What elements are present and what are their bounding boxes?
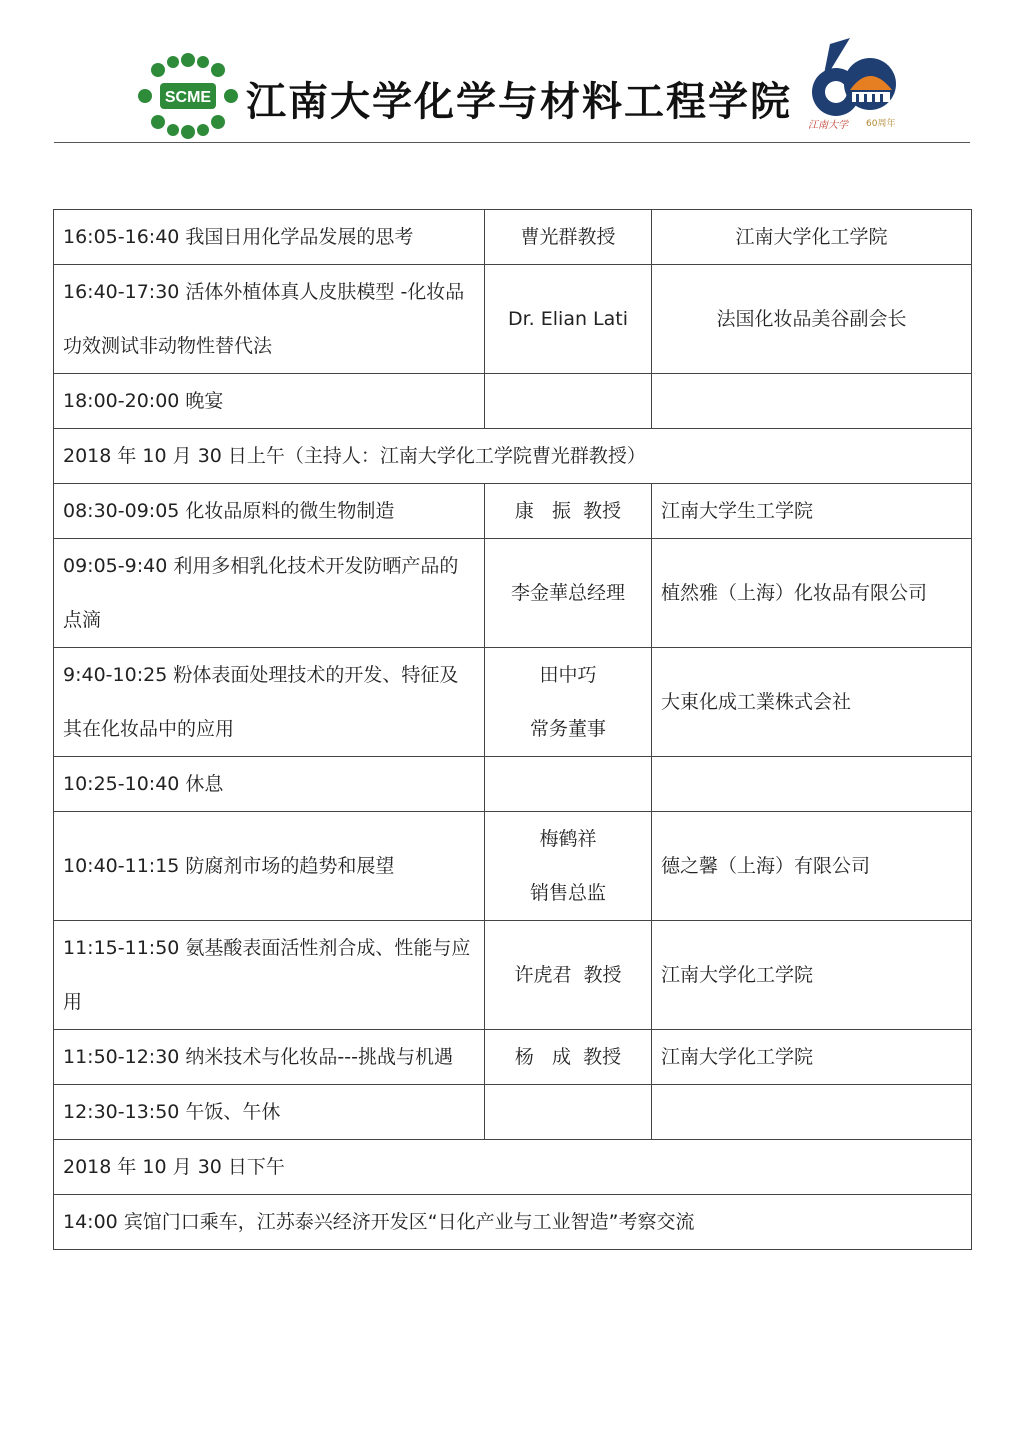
speaker-cell bbox=[485, 757, 652, 812]
speaker-cell: 杨 成 教授 bbox=[485, 1030, 652, 1085]
speaker-cell: 许虎君 教授 bbox=[485, 921, 652, 1030]
anniversary-university-text: 江南大学 bbox=[808, 120, 848, 131]
speaker-title: 常务董事 bbox=[529, 718, 606, 740]
speaker-cell: 李金華总经理 bbox=[485, 539, 652, 648]
scme-logo bbox=[136, 52, 240, 140]
time-topic-cell: 18:00-20:00 晚宴 bbox=[54, 374, 485, 429]
table-row bbox=[54, 265, 972, 374]
time-topic-cell: 16:40-17:30 活体外植体真人皮肤模型 -化妆品功效测试非动物性替代法 bbox=[54, 265, 485, 374]
section-heading: 2018 年 10 月 30 日上午（主持人：江南大学化工学院曹光群教授） bbox=[54, 429, 972, 484]
table-row bbox=[54, 648, 972, 757]
speaker-cell: 康 振 教授 bbox=[485, 484, 652, 539]
time-topic-cell: 10:25-10:40 休息 bbox=[54, 757, 485, 812]
organization-cell: 大東化成工業株式会社 bbox=[652, 648, 972, 757]
time-topic-cell: 11:15-11:50 氨基酸表面活性剂合成、性能与应用 bbox=[54, 921, 485, 1030]
document-header bbox=[0, 0, 1024, 150]
anniversary-label: 60周年 bbox=[866, 119, 896, 129]
header-divider bbox=[54, 142, 970, 143]
table-row bbox=[54, 210, 972, 265]
organization-cell: 法国化妆品美谷副会长 bbox=[652, 265, 972, 374]
time-topic-cell: 12:30-13:50 午饭、午休 bbox=[54, 1085, 485, 1140]
speaker-title: 销售总监 bbox=[529, 882, 606, 904]
time-topic-cell: 09:05-9:40 利用多相乳化技术开发防晒产品的点滴 bbox=[54, 539, 485, 648]
organization-cell: 江南大学化工学院 bbox=[652, 210, 972, 265]
section-row bbox=[54, 1140, 972, 1195]
table-row bbox=[54, 1085, 972, 1140]
organization-cell bbox=[652, 374, 972, 429]
time-topic-cell: 11:50-12:30 纳米技术与化妆品---挑战与机遇 bbox=[54, 1030, 485, 1085]
speaker-cell bbox=[485, 812, 652, 921]
speaker-cell: Dr. Elian Lati bbox=[485, 265, 652, 374]
table-row bbox=[54, 484, 972, 539]
table-row bbox=[54, 921, 972, 1030]
organization-cell: 德之馨（上海）有限公司 bbox=[652, 812, 972, 921]
organization-cell: 江南大学化工学院 bbox=[652, 921, 972, 1030]
time-topic-cell: 16:05-16:40 我国日用化学品发展的思考 bbox=[54, 210, 485, 265]
organization-cell: 植然雅（上海）化妆品有限公司 bbox=[652, 539, 972, 648]
table-row bbox=[54, 1030, 972, 1085]
time-topic-cell: 08:30-09:05 化妆品原料的微生物制造 bbox=[54, 484, 485, 539]
table-row bbox=[54, 812, 972, 921]
excursion-note: 14:00 宾馆门口乘车，江苏泰兴经济开发区“日化产业与工业智造”考察交流 bbox=[54, 1195, 972, 1250]
organization-cell: 江南大学生工学院 bbox=[652, 484, 972, 539]
organization-cell bbox=[652, 1085, 972, 1140]
speaker-cell bbox=[485, 648, 652, 757]
speaker-cell bbox=[485, 374, 652, 429]
section-heading: 2018 年 10 月 30 日下午 bbox=[54, 1140, 972, 1195]
speaker-name: 梅鹤祥 bbox=[539, 828, 597, 850]
section-row bbox=[54, 429, 972, 484]
table-row bbox=[54, 374, 972, 429]
time-topic-cell: 10:40-11:15 防腐剂市场的趋势和展望 bbox=[54, 812, 485, 921]
agenda-table bbox=[53, 209, 972, 1250]
time-topic-cell: 9:40-10:25 粉体表面处理技术的开发、特征及其在化妆品中的应用 bbox=[54, 648, 485, 757]
speaker-name: 田中巧 bbox=[539, 664, 597, 686]
speaker-cell bbox=[485, 1085, 652, 1140]
table-row bbox=[54, 757, 972, 812]
section-row bbox=[54, 1195, 972, 1250]
organization-cell: 江南大学化工学院 bbox=[652, 1030, 972, 1085]
table-row bbox=[54, 539, 972, 648]
organization-cell bbox=[652, 757, 972, 812]
scme-logo-text: SCME bbox=[164, 89, 212, 106]
speaker-cell: 曹光群教授 bbox=[485, 210, 652, 265]
institution-title: 江南大学化学与材料工程学院 bbox=[246, 78, 792, 125]
